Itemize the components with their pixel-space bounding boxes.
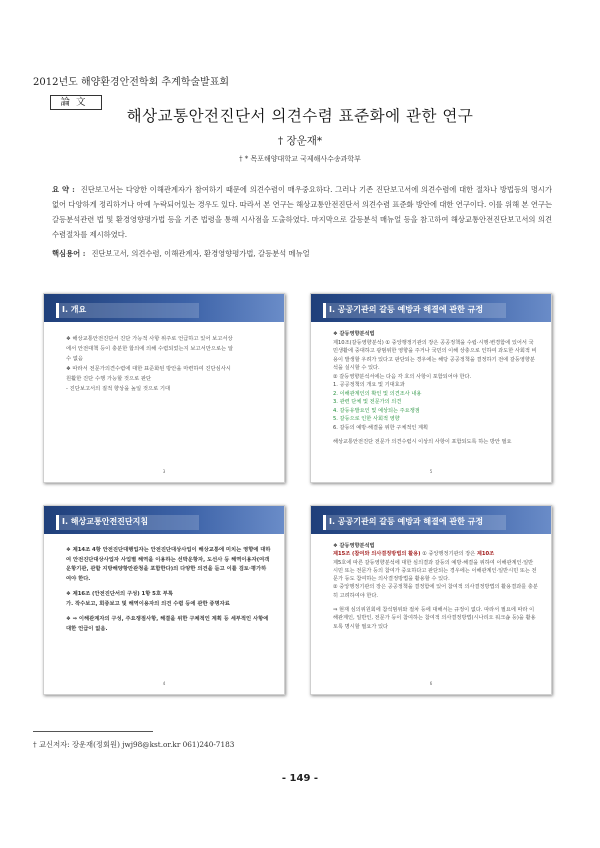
slide-paragraph: ❖ ⇒ 이해관계자의 구성, 주요쟁점사항, 해결을 위한 구체적인 계획 등 세부적인 사항에 대한 언급이 없음. xyxy=(66,616,269,632)
page-number: - 149 - xyxy=(281,773,319,784)
highlight-text: 제10조 xyxy=(476,551,495,558)
slide-line: ❖ 해상교통안전진단서 진단 가능적 사항 위주로 언급하고 있어 보고서상 xyxy=(66,336,233,342)
slide-page-number: 3 xyxy=(162,469,166,474)
keywords-label: 핵심용어 : xyxy=(52,249,86,258)
slide-conflict-rules-1 xyxy=(310,293,552,483)
paper-type-tag: 論文 xyxy=(50,95,102,110)
affiliation: † * 목포해양대학교 국제해사수송과학부 xyxy=(239,155,361,163)
slide-paragraph: 제10조(갈등영향분석) ① 중앙행정기관의 장은 공공정책을 수립·시행·변경함에 있어서 국민생활에 중대하고 광범위한 영향을 주거나 국민의 이해 상충으로 인하여 과도한 사회적 비용이 발생할 우려가 있다고 판단되는 경우에는 해당 공공정책을 결정하기 전에 갈등영향분석을 실시할 수 있다. xyxy=(333,339,537,371)
slide-note: 해상교통안전진단 전문가 의견수렴시 이상의 사항이 포함되도록 하는 방안 필요 xyxy=(333,439,512,445)
paper-title: 해상교통안전진단서 의견수렴 표준화에 관한 연구 xyxy=(126,107,474,125)
footnote-divider xyxy=(33,731,153,732)
slide-text: ① 중앙행정기관의 장은 xyxy=(420,551,477,558)
slide-list-item: 2. 이해관계인의 확인 및 의견조사 내용 xyxy=(333,390,422,397)
slide-header xyxy=(311,506,551,534)
slide-line: 수 없음 xyxy=(66,356,84,362)
slide-list-item: 5. 갈등으로 인한 사회적 영향 xyxy=(333,416,400,422)
author: † 장운재* xyxy=(277,135,323,147)
slide-line: 원활한 진단 수행 가능할 것으로 판단 xyxy=(66,376,152,382)
highlight-text: 제15조 (참여와 의사결정방법의 활용) xyxy=(333,551,421,558)
slide-paragraph: 가. 작수보고, 회증보고 및 해역이용자의 의견 수렴 등에 관한 증명자료 xyxy=(66,600,230,607)
slide-paragraph: ② 중앙행정기관의 장은 공공정책을 결정함에 있어 참여적 의사결정방법의 활용결과를 충분히 고려하여야 한다. xyxy=(333,584,538,599)
slide-conflict-rules-2 xyxy=(310,505,552,695)
keywords xyxy=(52,249,552,259)
slide-title: Ⅰ. 해상교통안전진단지침 xyxy=(62,517,149,526)
slide-line: ❖ 따라서 전문가의견수렴에 대한 표준화된 방안을 마련하여 진단심사시 xyxy=(66,366,231,372)
slide-page-number: 4 xyxy=(162,681,166,686)
slide-page-number: 6 xyxy=(429,681,433,686)
slide-body xyxy=(66,546,271,634)
slide-line: 에서 안전대책 등이 충분한 합의에 의해 수렴되었는지 보고서만으로는 알 xyxy=(66,346,233,352)
slide-title: Ⅰ. 공공기관의 갈등 예방과 해결에 관한 규정 xyxy=(329,305,484,314)
slide-line: - 진단보고서의 질적 향상을 높일 것으로 기대 xyxy=(66,386,171,392)
footnote: † 교신저자: 장운재(정회원) jwj98@kst.or.kr 061)240-7183 xyxy=(33,740,235,749)
slide-paragraph: ❖ 제14조 4항 안전진단대행업자는 안전진단대상사업이 해상교통에 미치는 영향에 대하여 안전진단대상사업자 사업별 해역을 이용하는 선박운항자, 도선사 등 해역이용자(여객운항기관, 관할 지방해양항만관청을 포함한다)의 다양한 의견을 듣고 이를 검토·평가하여야 한다. xyxy=(66,547,271,582)
slide-header xyxy=(44,294,284,322)
slide-title: Ⅰ. 개요 xyxy=(62,305,87,314)
slide-paragraph xyxy=(333,550,538,558)
slide-body xyxy=(66,334,271,394)
slide-overview xyxy=(43,293,285,483)
slide-title: Ⅰ. 공공기관의 갈등 예방과 해결에 관한 규정 xyxy=(329,517,484,526)
conference-name: 2012년도 해양환경안전학회 추계학술발표회 xyxy=(33,77,230,88)
slide-paragraph: ❖ 제16조 (안전진단서의 구성) 1항 5호 부록 xyxy=(66,591,174,597)
slide-paragraph: ⇒ 현재 심의위원회에 참석범위와 절차 등에 대해서는 규정이 없다. 따라서 필요에 따라 이해관계인, 일반인, 전문가 등이 참여하는 참여적 의사결정방법(시나리오 워크숍 등)을 활용토록 명시할 필요가 있다 xyxy=(333,607,536,630)
slide-list-item: 3. 관련 단체 및 전문가의 의견 xyxy=(333,399,402,405)
keywords-text: 진단보고서, 의견수렴, 이해관계자, 환경영향평가법, 갈등분석 메뉴얼 xyxy=(91,249,310,258)
abstract xyxy=(52,182,552,242)
slide-header xyxy=(311,294,551,322)
slide-body xyxy=(333,542,538,631)
abstract-label: 요 약 : xyxy=(52,185,75,194)
abstract-text: 진단보고서는 다양한 이해관계자가 참여하기 때문에 의견수렴이 매우중요하다. 그러나 기존 진단보고서에 의견수렴에 대한 절차나 방법등의 명시가 없어 다양하게 정리하거나 아예 누락되어있는 경우도 있다. 따라서 본 연구는 해상교통안전진단서 의견수렴 표준화 방안에 대한 연구이다. 이를 위해 본 연구는 갈등분석관련 법 및 환경영향평가법 등을 기존 법령을 통해 시사점을 도출하였다. 마지막으로 갈등분석 매뉴얼 등을 참고하여 해상교통안전진단보고서의 의견수렴절차를 제시하였다. xyxy=(52,185,552,239)
slide-page-number: 5 xyxy=(429,469,433,474)
slide-header xyxy=(44,506,284,534)
slide-heading: ❖ 갈등영향분석법 xyxy=(333,543,375,549)
slide-list-item: 4. 갈등유발요인 및 예상되는 주요쟁점 xyxy=(333,407,420,414)
slide-list-item: 6. 갈등의 예방·해결을 위한 구체적인 계획 xyxy=(333,424,429,431)
slide-list-item: 1. 공공정책의 개요 및 기대효과 xyxy=(333,382,405,388)
slide-paragraph: 제5호에 따른 갈등영향분석에 대한 심의결과 갈등의 예방·해결을 위하여 이해관계인·일반시민 또는 전문가 등의 참여가 중요하다고 판단되는 경우에는 이해관계인·일반시민 또는 전문가 등도 참여하는 의사결정방법을 활용할 수 있다. xyxy=(333,559,537,583)
slide-body xyxy=(333,330,538,447)
slide-paragraph: ② 갈등영향분석서에는 다음 각 호의 사항이 포함되어야 한다. xyxy=(333,373,472,380)
slide-guidelines xyxy=(43,505,285,695)
slide-heading: ❖ 갈등영향분석법 xyxy=(333,331,375,337)
